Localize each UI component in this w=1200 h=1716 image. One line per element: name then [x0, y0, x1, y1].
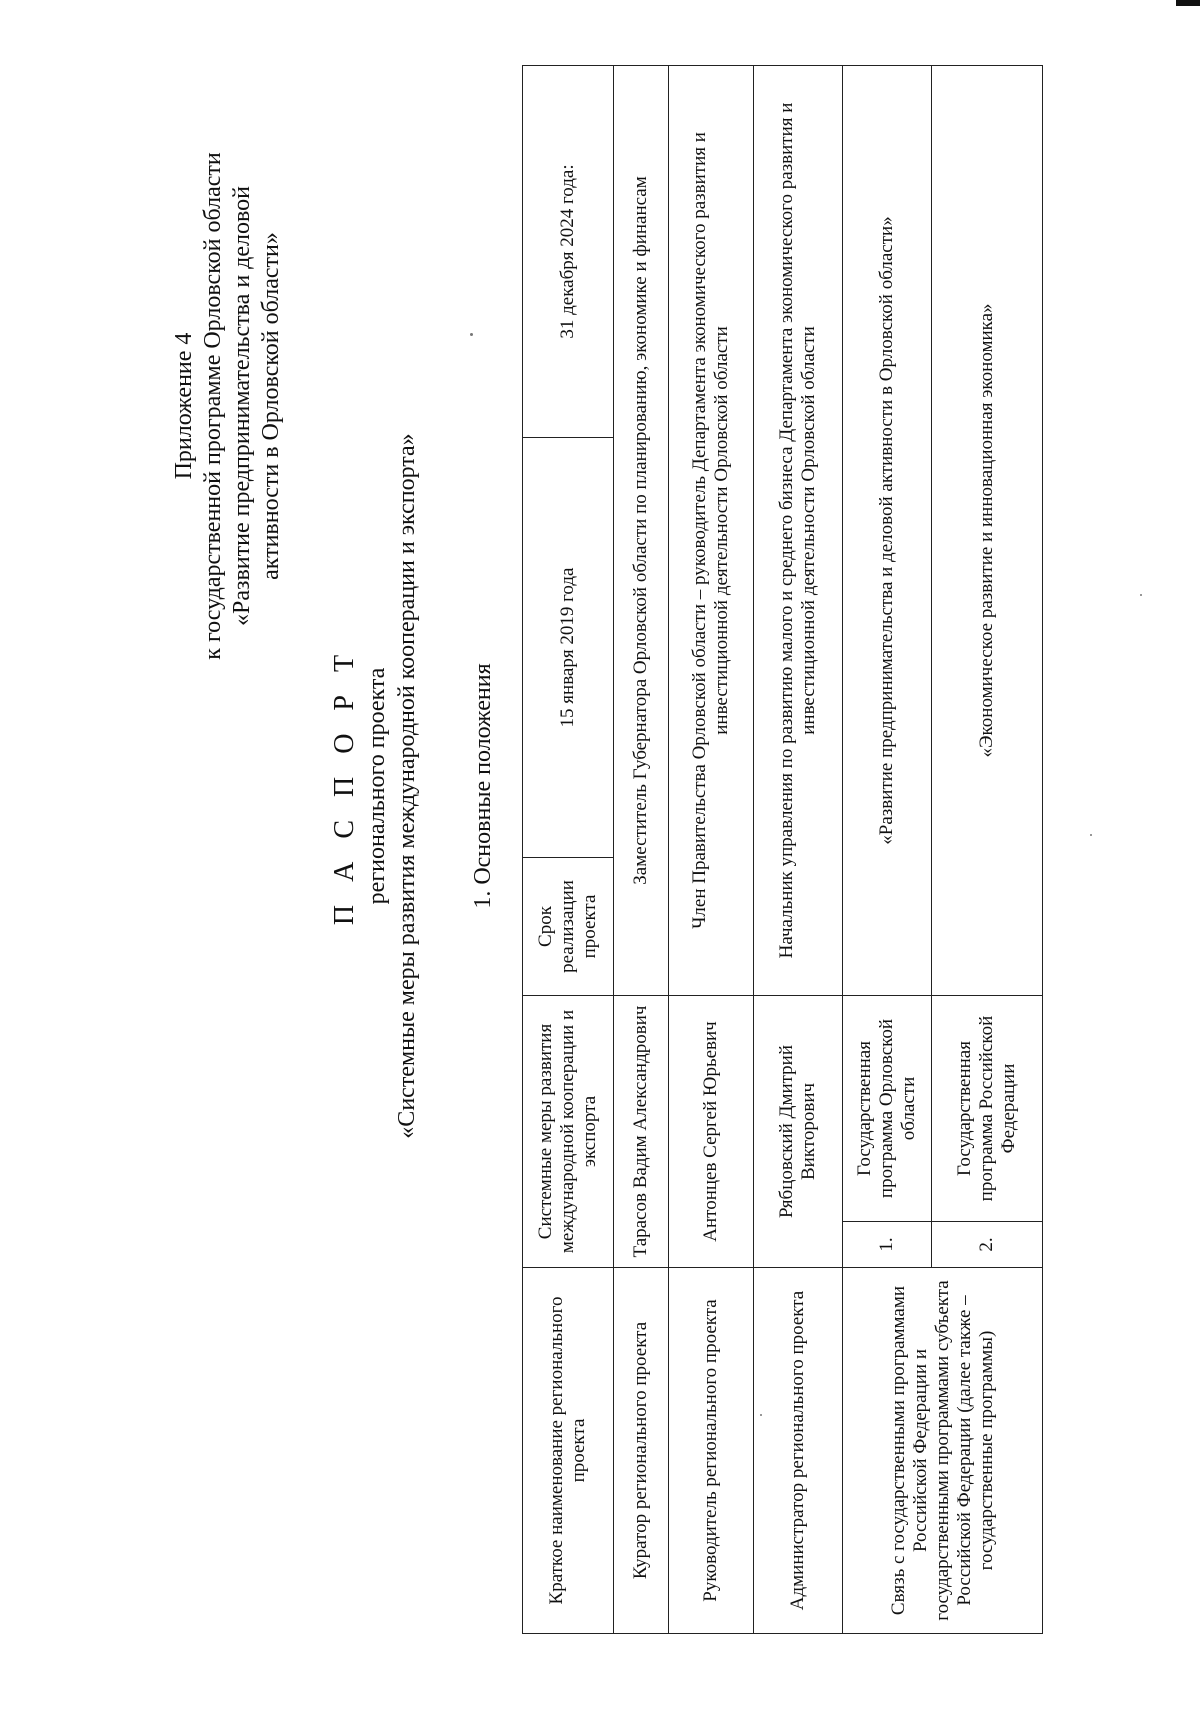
project-name: «Системные меры развития международной кооперации и экспорта» — [394, 433, 420, 1139]
program-name: «Экономическое развитие и инновационная экономика» — [932, 65, 1043, 995]
head-position: Член Правительства Орловской области – руководитель Департамента экономического развития и инвестиционной деятельности Орловской области — [669, 65, 754, 995]
appendix-line: активности в Орловской области» — [258, 232, 284, 580]
appendix-header — [170, 0, 286, 856]
appendix-line: Приложение 4 — [171, 332, 197, 480]
term-label: Срок реализации проекта — [523, 857, 614, 995]
section-title: 1. Основные положения — [470, 663, 496, 909]
program-type: Государственная программа Орловской области — [843, 995, 932, 1221]
appendix-line: «Развитие предпринимательства и деловой — [229, 185, 255, 627]
program-number: 2. — [932, 1222, 1043, 1268]
term-end: 31 декабря 2024 года: — [523, 65, 614, 437]
curator-position: Заместитель Губернатора Орловской области по планированию, экономике и финансам — [614, 65, 669, 995]
program-number: 1. — [843, 1222, 932, 1268]
row-label: Администратор регионального проекта — [754, 1268, 843, 1634]
scan-speck — [1090, 834, 1092, 836]
program-type: Государственная программа Российской Федерации — [932, 995, 1043, 1221]
term-start: 15 января 2019 года — [523, 437, 614, 857]
row-label: Связь с государственными программами Российской Федерации и государственными программами субъекта Российской Федерации (далее также – государственные программы) — [843, 1268, 1043, 1634]
table-row — [669, 65, 754, 1633]
curator-name: Тарасов Вадим Александрович — [614, 995, 669, 1267]
admin-name: Рябцовский Дмитрий Викторович — [754, 995, 843, 1267]
scan-speck — [470, 333, 473, 336]
row-label: Руководитель регионального проекта — [669, 1268, 754, 1634]
appendix-line: к государственной программе Орловской области — [200, 152, 226, 660]
passport-header — [330, 336, 422, 1236]
head-name: Антонцев Сергей Юрьевич — [669, 995, 754, 1267]
program-name: «Развитие предпринимательства и деловой активности в Орловской области» — [843, 65, 932, 995]
row-label: Куратор регионального проекта — [614, 1268, 669, 1634]
passport-subtitle: регионального проекта — [364, 667, 390, 905]
table-row — [754, 65, 843, 1633]
passport-table — [522, 65, 1043, 1634]
short-name-value: Системные меры развития международной кооперации и экспорта — [523, 995, 614, 1267]
table-row — [843, 65, 932, 1633]
scan-speck — [1140, 594, 1142, 596]
table-row — [614, 65, 669, 1633]
admin-position: Начальник управления по развитию малого и среднего бизнеса Департамента экономического развития и инвестиционной деятельности Орловской области — [754, 65, 843, 995]
scan-speck — [760, 1414, 762, 1416]
row-label: Краткое наименование регионального проекта — [523, 1268, 614, 1634]
passport-title: П А С П О Р Т — [329, 646, 360, 926]
table-row — [523, 65, 614, 1633]
